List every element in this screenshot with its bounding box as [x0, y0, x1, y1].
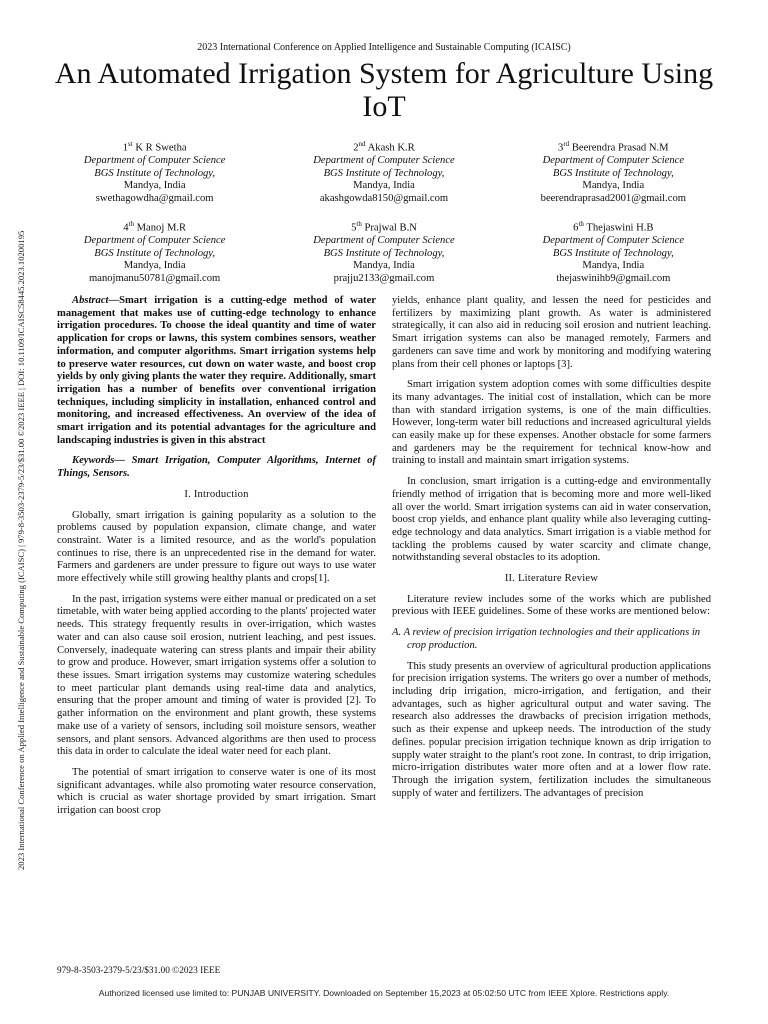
- section-heading-literature-review: II. Literature Review: [504, 573, 599, 585]
- author-email: thejaswinihb9@gmail.com: [556, 272, 671, 284]
- copyright-notice: 979-8-3503-2379-5/23/$31.00 ©2023 IEEE: [57, 966, 221, 976]
- license-footer: Authorized licensed use limited to: PUNJAB UNIVERSITY. Downloaded on September 15,2023 at 05:02:50 UTC from IEEE Xplore. Restrictions apply.: [98, 988, 670, 998]
- author-name: Thejaswini H.B: [586, 222, 654, 234]
- author-row-2: [40, 218, 728, 286]
- paragraph: Smart irrigation system adoption comes with some difficulties despite its many advantages. The initial cost of installation, which can be more than with standard irrigation systems, is one of the main difficulties. However, long-term water bill reductions and increased agricultural yields can easily make up for these expenses. Another obstacle for some farmers and gardeners may be the requirement for technical know-how and training to install and maintain smart irrigation systems.: [392, 379, 711, 467]
- paragraph: yields, enhance plant quality, and lessen the need for pesticides and fertilizers by maximizing plant growth. As water is administered strategically, it can also aid in reducing soil erosion and nutrient leaching. Smart irrigation systems can also be managed remotely, Farmers and gardeners can save time and work by monitoring and modifying watering plans from their cell phones or laptops [3].: [392, 295, 711, 370]
- paragraph: This study presents an overview of agricultural production applications for precision irrigation systems. The writers go over a number of methods, including drip irrigation, micro-irrigation, and fertigation, and their advantages, such as higher agricultural output and water saving. The research also addresses the drawbacks of precision irrigation methods, such as their expense and upkeep needs. The introduction of the study defines. popular precision irrigation technique known as drip irrigation to supply water straight to the plant's root zone. In contrast, to drip irrigation, micro-irrigation distributes water more often and at a lower flow rate. Through the irrigation system, fertilization includes the simultaneous supply of water and fertilizers. The advantages of precision: [392, 660, 711, 799]
- author-name: Manoj M.R: [136, 222, 187, 234]
- author-block: 2nd Akash K.R Department of Computer Science BGS Institute of Technology, Mandya, India akashgowda8150@gmail.com: [269, 138, 498, 206]
- author-block: 3rd Beerendra Prasad N.M Department of Computer Science BGS Institute of Technology, Mandya, India beerendraprasad2001@gmail.com: [499, 138, 728, 206]
- author-row-1: [40, 138, 728, 206]
- author-email: swethagowdha@gmail.com: [95, 192, 214, 204]
- left-column: [57, 295, 376, 826]
- conference-header: 2023 International Conference on Applied Intelligence and Sustainable Computing (ICAISC): [197, 42, 571, 53]
- author-block: 1st K R Swetha Department of Computer Science BGS Institute of Technology, Mandya, India swethagowdha@gmail.com: [40, 138, 269, 206]
- author-name: K R Swetha: [135, 142, 187, 154]
- author-email: akashgowda8150@gmail.com: [319, 192, 449, 204]
- author-block: 4th Manoj M.R Department of Computer Science BGS Institute of Technology, Mandya, India manojmanu50781@gmail.com: [40, 218, 269, 286]
- section-heading-introduction: I. Introduction: [184, 488, 249, 500]
- author-name: Prajwal B.N: [364, 222, 417, 234]
- paragraph: The potential of smart irrigation to conserve water is one of its most significant advantages. while also promoting water resource conservation, which is crucial as water shortage provided by smart irrigation. Smart irrigation can boost crop: [57, 766, 376, 817]
- author-email: prajju2133@gmail.com: [333, 272, 435, 284]
- author-block: 5th Prajwal B.N Department of Computer Science BGS Institute of Technology, Mandya, India prajju2133@gmail.com: [269, 218, 498, 286]
- sidebar-text: 2023 International Conference on Applied Intelligence and Sustainable Computing (ICAISC) | 979-8-3503-2379-5/23/$31.00 ©2023 IEEE | DOI: 10.1109/ICAISC58445.2023.10200195: [16, 230, 26, 870]
- paragraph: Literature review includes some of the works which are published previous with IEEE guidelines. Some of these works are mentioned below:: [392, 593, 711, 618]
- author-email: beerendraprasad2001@gmail.com: [540, 192, 686, 204]
- author-name: Akash K.R: [367, 142, 415, 154]
- paragraph: In the past, irrigation systems were either manual or predicated on a set timetable, with water being applied according to the plants' projected water needs. This strategy frequently results in over-irrigation, which wastes water and can also cause soil erosion, nutrient leaching, and pest issues. Conversely, inadequate watering can stress plants and impair their ability to grow and produce. However, smart irrigation systems offer a solution to these issues. Smart irrigation systems may customize watering schedules to meet particular plant demands using real-time data and analytics, ensuring that the proper amount and timing of water is provided [2]. To gather information on the environment and plant growth, these systems make use of a variety of sensors, including soil moisture sensors, weather sensors, and plant sensors. Advanced algorithms are then used to process this data in order to calculate the ideal water need for each plant.: [57, 593, 376, 758]
- subsection-heading: A. A review of precision irrigation technologies and their applications in crop production.: [392, 627, 701, 651]
- author-name: Beerendra Prasad N.M: [571, 142, 669, 154]
- right-column: [392, 295, 711, 808]
- keywords: Keywords— Smart Irrigation, Computer Algorithms, Internet of Things, Sensors.: [57, 455, 376, 480]
- paragraph: Globally, smart irrigation is gaining popularity as a solution to the problems caused by population expansion, climate change, and water constraint. Water is a limited resource, and as the world's population continues to rise, there is an unprecedented rise in the demand for water. Farmers and gardeners are under pressure to figure out ways to use water more effectively while still growing healthy plants and crops[1].: [57, 509, 376, 585]
- author-block: 6th Thejaswini H.B Department of Computer Science BGS Institute of Technology, Mandya, India thejaswinihb9@gmail.com: [499, 218, 728, 286]
- author-email: manojmanu50781@gmail.com: [89, 272, 221, 284]
- paper-title: An Automated Irrigation System for Agriculture Using IoT: [54, 57, 714, 123]
- doi-sidebar: [12, 150, 28, 870]
- paragraph: In conclusion, smart irrigation is a cutting-edge and environmentally friendly method of irrigation that is becoming more and more well-liked all over the world. Smart irrigation systems can aid in water conservation, boost crop yields, and enhance plant quality while also leveraging cutting-edge technology and data analytics. Smart irrigation is a viable method for tackling the problems caused by water scarcity and climate change, notwithstanding several obstacles to its adoption.: [392, 476, 711, 564]
- abstract: Abstract—Smart irrigation is a cutting-edge method of water management that makes use of cutting-edge technology to enhance irrigation procedures. To choose the ideal quantity and time of water application for crops or lawns, this system combines sensors, weather information, and computer algorithms. Smart irrigation systems help to preserve water resources, cut down on water waste, and boost crop yields by only giving plants the water they require. Additionally, smart irrigation has a number of benefits over conventional irrigation techniques, including simplicity in installation, enhanced control and monitoring, and increased effectiveness. An overview of the idea of smart irrigation and its potential advantages for the agriculture and landscaping industries is given in this abstract: [57, 295, 376, 446]
